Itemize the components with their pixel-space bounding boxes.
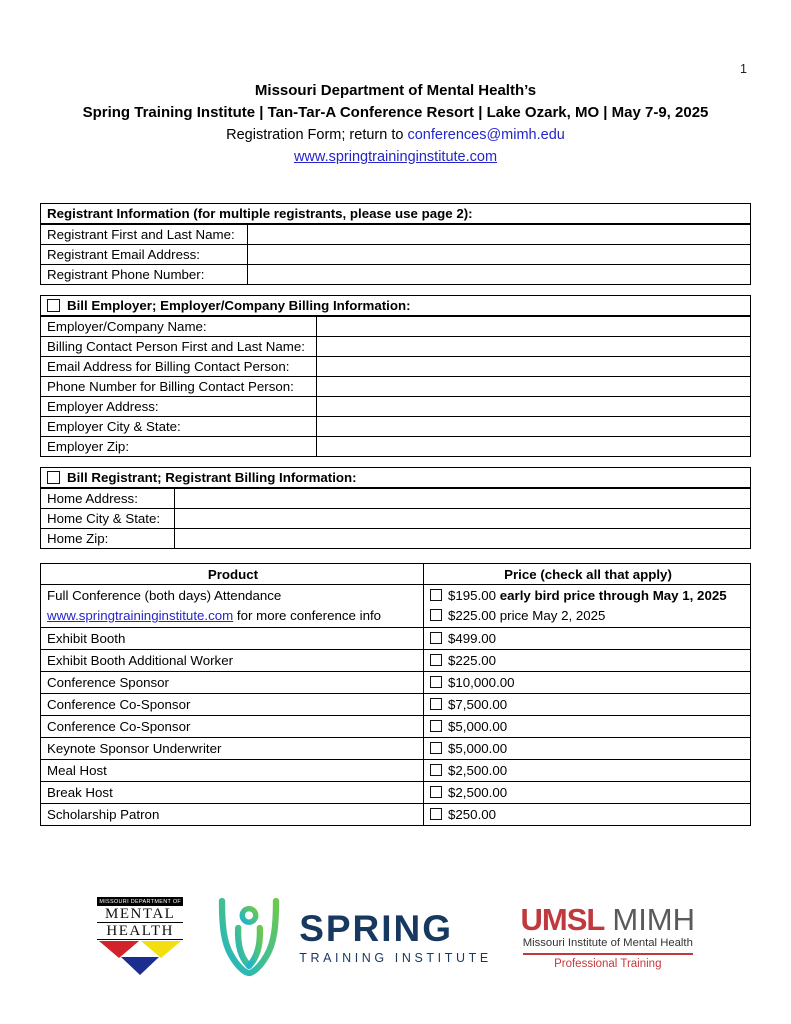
email-link[interactable]: conferences@mimh.edu xyxy=(407,127,565,143)
registrant-info-table xyxy=(40,203,751,285)
table-row xyxy=(41,316,751,337)
spring-logo-title: SPRING xyxy=(299,907,454,949)
mimh-institute-name: Missouri Institute of Mental Health xyxy=(522,937,693,949)
price-amount: $225.00 price May 2, 2025 xyxy=(448,608,606,623)
table-row xyxy=(41,377,751,397)
field-label: Registrant Email Address: xyxy=(41,245,248,265)
price-checkbox-early-bird[interactable] xyxy=(430,589,442,601)
price-checkbox[interactable] xyxy=(430,676,442,688)
home-city-state-input-cell[interactable] xyxy=(175,509,751,529)
billing-contact-name-input-cell[interactable] xyxy=(317,337,751,357)
product-name: Conference Sponsor xyxy=(41,672,424,694)
product-name: Exhibit Booth xyxy=(41,628,424,650)
price-amount: $250.00 xyxy=(448,807,497,822)
link-suffix-text: for more conference info xyxy=(233,608,382,623)
table-row xyxy=(41,397,751,417)
table-row xyxy=(41,357,751,377)
price-checkbox[interactable] xyxy=(430,742,442,754)
table-row xyxy=(41,417,751,437)
table-row xyxy=(41,529,751,549)
table-row xyxy=(41,672,751,694)
price-amount: $7,500.00 xyxy=(448,697,508,712)
price-cell xyxy=(424,694,751,716)
field-label: Email Address for Billing Contact Person: xyxy=(41,357,317,377)
table-row xyxy=(41,585,751,628)
mdmh-logo-bar-text: MISSOURI DEPARTMENT OF xyxy=(97,897,183,906)
price-cell xyxy=(424,782,751,804)
product-name: Conference Co-Sponsor xyxy=(41,716,424,738)
mdmh-logo xyxy=(97,897,183,978)
employer-city-state-input-cell[interactable] xyxy=(317,417,751,437)
field-label: Phone Number for Billing Contact Person: xyxy=(41,377,317,397)
price-checkbox[interactable] xyxy=(430,808,442,820)
field-label: Home Zip: xyxy=(41,529,175,549)
conference-info-link[interactable]: www.springtraininginstitute.com xyxy=(47,608,234,623)
employer-address-input-cell[interactable] xyxy=(317,397,751,417)
price-amount: $10,000.00 xyxy=(448,675,515,690)
umsl-logo-acronyms xyxy=(522,904,694,936)
umsl-red-rule xyxy=(523,953,693,955)
bill-employer-checkbox[interactable] xyxy=(47,299,60,312)
product-name: Full Conference (both days) Attendance xyxy=(47,588,282,603)
title-line-3 xyxy=(0,124,791,146)
price-option xyxy=(430,586,746,606)
table-row xyxy=(41,224,751,245)
field-label: Employer/Company Name: xyxy=(41,316,317,337)
price-cell-full-conference xyxy=(424,585,751,628)
price-amount: $195.00 xyxy=(448,588,500,603)
price-checkbox[interactable] xyxy=(430,720,442,732)
bill-registrant-checkbox[interactable] xyxy=(47,471,60,484)
employer-zip-input-cell[interactable] xyxy=(317,437,751,457)
table-row xyxy=(41,628,751,650)
return-instruction-text: Registration Form; return to xyxy=(226,127,408,143)
spring-training-institute-logo xyxy=(213,892,492,982)
table-row xyxy=(41,694,751,716)
spring-flower-icon xyxy=(213,892,285,982)
field-label: Employer Zip: xyxy=(41,437,317,457)
price-cell xyxy=(424,738,751,760)
spring-logo-text xyxy=(299,907,492,965)
employer-company-name-input-cell[interactable] xyxy=(317,316,751,337)
registrant-billing-header xyxy=(41,468,751,489)
page-number: 1 xyxy=(740,62,747,76)
price-amount: $5,000.00 xyxy=(448,719,508,734)
table-row xyxy=(41,650,751,672)
field-label: Employer City & State: xyxy=(41,417,317,437)
mdmh-logo-word-mental: MENTAL xyxy=(97,906,183,923)
table-row xyxy=(41,782,751,804)
price-checkbox[interactable] xyxy=(430,786,442,798)
website-link[interactable]: www.springtraininginstitute.com xyxy=(293,149,498,165)
product-price-table xyxy=(40,563,751,826)
price-amount: $225.00 xyxy=(448,653,497,668)
field-label: Registrant Phone Number: xyxy=(41,265,248,285)
price-amount: $2,500.00 xyxy=(448,785,508,800)
umsl-mimh-logo xyxy=(522,904,694,970)
registrant-billing-header-label: Bill Registrant; Registrant Billing Information: xyxy=(67,470,357,485)
product-cell-full-conference xyxy=(41,585,424,628)
price-checkbox[interactable] xyxy=(430,698,442,710)
title-line-1: Missouri Department of Mental Health’s xyxy=(254,82,537,99)
table-row xyxy=(41,804,751,826)
blue-triangle-icon xyxy=(121,957,159,975)
product-name: Exhibit Booth Additional Worker xyxy=(41,650,424,672)
table-row xyxy=(41,337,751,357)
employer-table-header xyxy=(41,296,751,317)
home-address-input-cell[interactable] xyxy=(175,488,751,509)
table-row xyxy=(41,437,751,457)
field-label: Registrant First and Last Name: xyxy=(41,224,248,245)
price-cell xyxy=(424,716,751,738)
price-cell xyxy=(424,628,751,650)
footer-logo-row xyxy=(0,892,791,982)
mdmh-logo-triangles xyxy=(97,941,183,978)
price-checkbox[interactable] xyxy=(430,764,442,776)
product-column-header: Product xyxy=(41,564,424,585)
price-amount: $5,000.00 xyxy=(448,741,508,756)
home-zip-input-cell[interactable] xyxy=(175,529,751,549)
registrant-billing-table xyxy=(40,467,751,549)
field-label: Employer Address: xyxy=(41,397,317,417)
price-checkbox[interactable] xyxy=(430,632,442,644)
table-row xyxy=(41,265,751,285)
employer-table-header-label: Bill Employer; Employer/Company Billing Information: xyxy=(67,298,411,313)
price-checkbox[interactable] xyxy=(430,654,442,666)
product-name: Scholarship Patron xyxy=(41,804,424,826)
product-name: Meal Host xyxy=(41,760,424,782)
spring-logo-subtitle: TRAINING INSTITUTE xyxy=(299,950,492,965)
registrant-phone-input-cell[interactable] xyxy=(248,265,751,285)
table-row xyxy=(41,245,751,265)
billing-contact-phone-input-cell[interactable] xyxy=(317,377,751,397)
price-option xyxy=(430,606,746,626)
registrant-table-header: Registrant Information (for multiple registrants, please use page 2): xyxy=(41,204,751,225)
field-label: Billing Contact Person First and Last Name: xyxy=(41,337,317,357)
employer-billing-table xyxy=(40,295,751,457)
product-name: Break Host xyxy=(41,782,424,804)
mimh-acronym: MIMH xyxy=(612,902,696,937)
title-line-4 xyxy=(0,146,791,168)
price-amount: $499.00 xyxy=(448,631,497,646)
product-name: Keynote Sponsor Underwriter xyxy=(41,738,424,760)
registrant-name-input-cell[interactable] xyxy=(248,224,751,245)
table-row xyxy=(41,716,751,738)
title-line-2: Spring Training Institute | Tan-Tar-A Conference Resort | Lake Ozark, MO | May 7-9, 2025 xyxy=(82,104,709,121)
price-amount: $2,500.00 xyxy=(448,763,508,778)
field-label: Home Address: xyxy=(41,488,175,509)
table-row xyxy=(41,509,751,529)
price-note-bold: early bird price through May 1, 2025 xyxy=(499,588,727,603)
price-cell xyxy=(424,804,751,826)
document-header xyxy=(0,80,791,168)
price-cell xyxy=(424,650,751,672)
price-column-header: Price (check all that apply) xyxy=(424,564,751,585)
product-name: Conference Co-Sponsor xyxy=(41,694,424,716)
price-cell xyxy=(424,760,751,782)
mdmh-logo-word-health: HEALTH xyxy=(97,923,183,940)
yellow-triangle-icon xyxy=(141,941,181,958)
table-row xyxy=(41,488,751,509)
field-label: Home City & State: xyxy=(41,509,175,529)
registrant-email-input-cell[interactable] xyxy=(248,245,751,265)
umsl-acronym: UMSL xyxy=(520,902,605,937)
umsl-tagline: Professional Training xyxy=(554,958,662,970)
table-row xyxy=(41,760,751,782)
billing-contact-email-input-cell[interactable] xyxy=(317,357,751,377)
price-checkbox-regular[interactable] xyxy=(430,609,442,621)
product-info-line xyxy=(47,606,419,626)
price-cell xyxy=(424,672,751,694)
table-row xyxy=(41,738,751,760)
red-triangle-icon xyxy=(99,941,139,958)
